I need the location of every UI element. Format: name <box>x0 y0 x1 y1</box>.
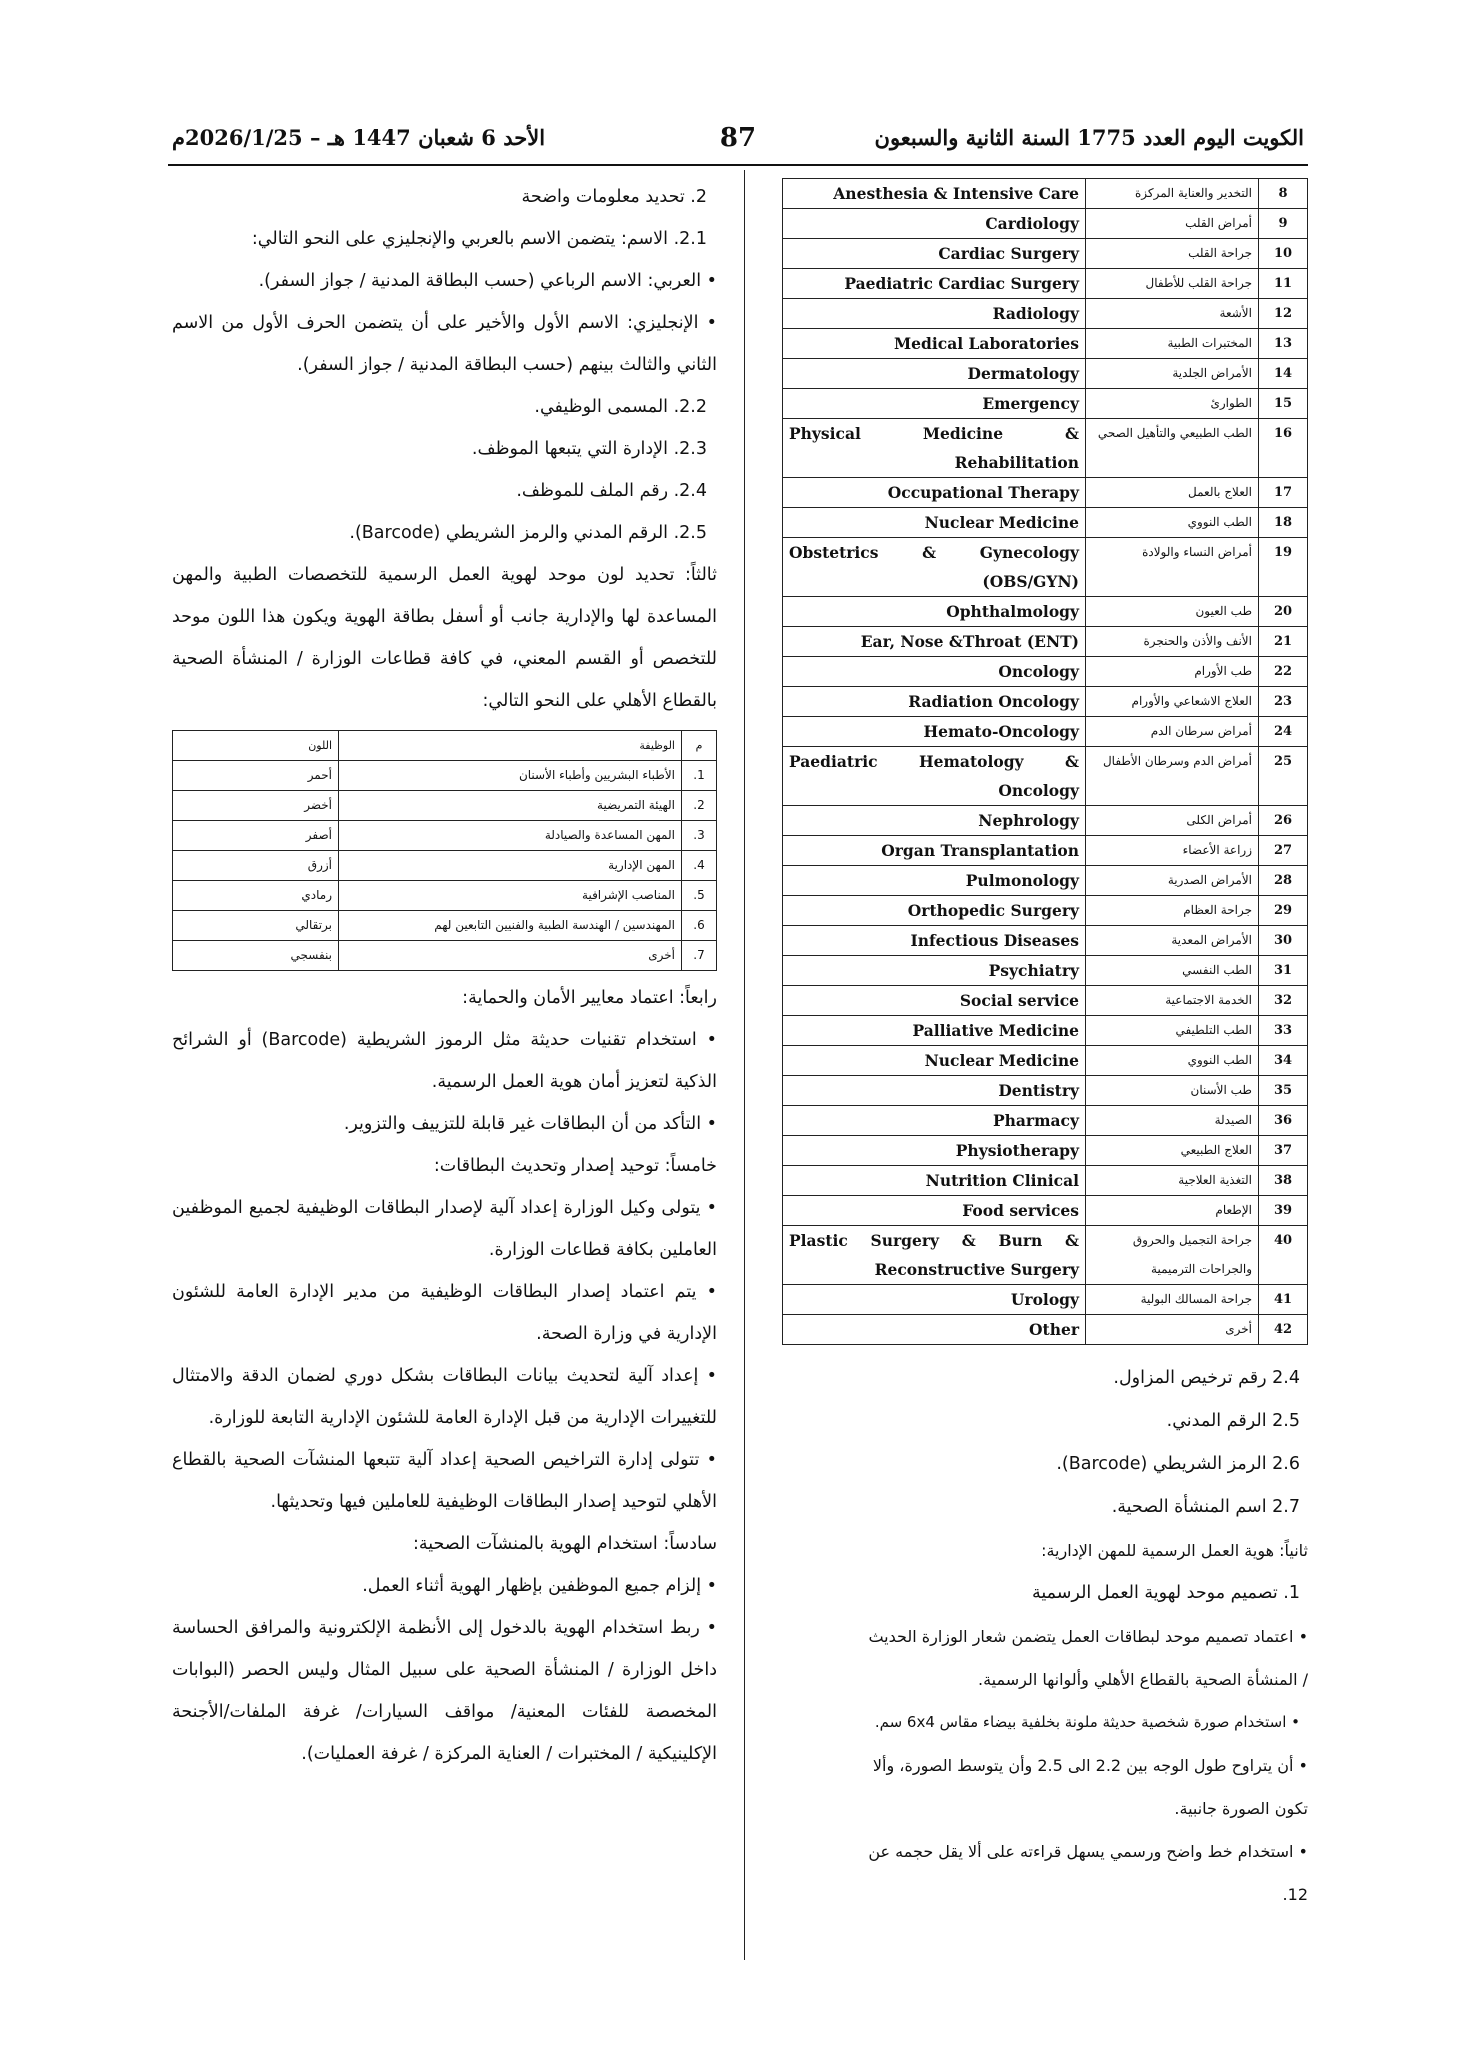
bullet-logo-line1: • اعتماد تصميم موحد لبطاقات العمل يتضمن شعار الوزارة الحديث <box>868 1627 1308 1646</box>
gazette-issue: الكويت اليوم العدد 1775 السنة الثانية والسبعون <box>874 125 1304 150</box>
specialty-row <box>783 1285 1308 1315</box>
specialty-english: Ophthalmology <box>783 597 1086 627</box>
specialty-number: 15 <box>1259 389 1308 419</box>
color-row-number: 1. <box>682 761 717 791</box>
specialty-english: Urology <box>783 1285 1086 1315</box>
specialty-number: 42 <box>1259 1315 1308 1345</box>
color-row <box>173 821 717 851</box>
color-row-job: المهن الإدارية <box>339 851 682 881</box>
color-row-number: 3. <box>682 821 717 851</box>
specialty-arabic: أمراض النساء والولادة <box>1086 538 1259 597</box>
specialty-row <box>783 389 1308 419</box>
specialty-number: 37 <box>1259 1136 1308 1166</box>
specialty-english: Nephrology <box>783 806 1086 836</box>
specialty-arabic: العلاج بالعمل <box>1086 478 1259 508</box>
color-row-color: أحمر <box>173 761 339 791</box>
color-row <box>173 911 717 941</box>
specialty-number: 11 <box>1259 269 1308 299</box>
specialty-row <box>783 269 1308 299</box>
specialty-number: 32 <box>1259 986 1308 1016</box>
section-third-text: ثالثاً: تحديد لون موحد لهوية العمل الرسمية للتخصصات الطبية والمهن المساعدة لها والإدارية جانب أو أسفل بطاقة الهوية ويكون هذا اللون موحد للتخصص أو القسم المعني، في كافة قطاعات الوزارة / المنشأة الصحية بالقطاع الأهلي على النحو التالي: <box>172 565 717 711</box>
specialty-english: Emergency <box>783 389 1086 419</box>
specialty-number: 29 <box>1259 896 1308 926</box>
specialty-english: Physical Medicine & Rehabilitation <box>783 419 1086 478</box>
specialty-row <box>783 717 1308 747</box>
color-row-job: الهيئة التمريضية <box>339 791 682 821</box>
specialty-arabic: الأنف والأذن والحنجرة <box>1086 627 1259 657</box>
specialty-number: 27 <box>1259 836 1308 866</box>
specialty-arabic: الصيدلة <box>1086 1106 1259 1136</box>
color-table-header <box>173 731 717 761</box>
specialty-arabic: جراحة العظام <box>1086 896 1259 926</box>
specialty-number: 13 <box>1259 329 1308 359</box>
bullet-show-id: • إلزام جميع الموظفين بإظهار الهوية أثناء العمل. <box>362 1576 717 1596</box>
specialty-arabic: أمراض الكلى <box>1086 806 1259 836</box>
specialty-english: Nuclear Medicine <box>783 1046 1086 1076</box>
specialty-row <box>783 896 1308 926</box>
bullet-barcode: • استخدام تقنيات حديثة مثل الرموز الشريطية (Barcode) أو الشرائح الذكية لتعزيز أمان هوية العمل الرسمية. <box>172 1030 717 1092</box>
color-row-color: أزرق <box>173 851 339 881</box>
specialty-number: 24 <box>1259 717 1308 747</box>
section-sixth-heading: سادساً: استخدام الهوية بالمنشآت الصحية: <box>412 1534 717 1554</box>
specialty-arabic: التغذية العلاجية <box>1086 1166 1259 1196</box>
specialty-arabic: الطب التلطيفي <box>1086 1016 1259 1046</box>
specialty-english: Oncology <box>783 657 1086 687</box>
specialty-english: Orthopedic Surgery <box>783 896 1086 926</box>
specialty-number: 9 <box>1259 209 1308 239</box>
specialty-row <box>783 1016 1308 1046</box>
color-row-color: بنفسجي <box>173 941 339 971</box>
specialty-english: Obstetrics & Gynecology (OBS/GYN) <box>783 538 1086 597</box>
specialty-english: Radiation Oncology <box>783 687 1086 717</box>
specialty-number: 25 <box>1259 747 1308 806</box>
specialty-row <box>783 179 1308 209</box>
specialty-number: 20 <box>1259 597 1308 627</box>
specialty-arabic: العلاج الطبيعي <box>1086 1136 1259 1166</box>
color-row-color: برتقالي <box>173 911 339 941</box>
item-2-6: 2.6 الرمز الشريطي (Barcode). <box>1056 1454 1300 1474</box>
specialties-table <box>782 178 1308 1345</box>
specialty-english: Food services <box>783 1196 1086 1226</box>
specialty-number: 16 <box>1259 419 1308 478</box>
specialty-english: Cardiac Surgery <box>783 239 1086 269</box>
specialty-arabic: الأمراض الجلدية <box>1086 359 1259 389</box>
specialty-arabic: الطب النووي <box>1086 1046 1259 1076</box>
specialty-row <box>783 687 1308 717</box>
specialty-arabic: زراعة الأعضاء <box>1086 836 1259 866</box>
page-header <box>172 123 1304 157</box>
bullet-arabic-name: • العربي: الاسم الرباعي (حسب البطاقة المدنية / جواز السفر). <box>258 271 717 291</box>
right-column <box>782 178 1308 1916</box>
specialty-english: Palliative Medicine <box>783 1016 1086 1046</box>
color-code-table <box>172 730 717 971</box>
specialty-english: Physiotherapy <box>783 1136 1086 1166</box>
issue-date: الأحد 6 شعبان 1447 هـ – 2026/1/25م <box>172 125 546 150</box>
specialty-row <box>783 747 1308 806</box>
color-row <box>173 851 717 881</box>
item-2-7: 2.7 اسم المنشأة الصحية. <box>1111 1497 1300 1517</box>
specialty-row <box>783 986 1308 1016</box>
specialty-english: Pulmonology <box>783 866 1086 896</box>
color-row-number: 6. <box>682 911 717 941</box>
specialty-row <box>783 657 1308 687</box>
specialty-english: Occupational Therapy <box>783 478 1086 508</box>
specialty-arabic: الأمراض الصدرية <box>1086 866 1259 896</box>
specialty-number: 21 <box>1259 627 1308 657</box>
specialty-number: 26 <box>1259 806 1308 836</box>
color-row-job: أخرى <box>339 941 682 971</box>
color-row-number: 4. <box>682 851 717 881</box>
specialty-english: Ear, Nose &Throat (ENT) <box>783 627 1086 657</box>
specialty-english: Medical Laboratories <box>783 329 1086 359</box>
specialty-row <box>783 1166 1308 1196</box>
specialty-number: 39 <box>1259 1196 1308 1226</box>
specialty-row <box>783 538 1308 597</box>
specialty-arabic: أمراض الدم وسرطان الأطفال <box>1086 747 1259 806</box>
bullet-access-control: • ربط استخدام الهوية بالدخول إلى الأنظمة الإلكترونية والمرافق الحساسة داخل الوزارة / المنشأة الصحية على سبيل المثال وليس الحصر (البوابات المخصصة للفئات المعنية/ مواقف السيارات/ غرفة الملفات/الأجنحة الإكلينيكية / المختبرات / العناية المركزة / غرفة العمليات). <box>172 1618 717 1764</box>
specialty-english: Paediatric Cardiac Surgery <box>783 269 1086 299</box>
specialty-number: 19 <box>1259 538 1308 597</box>
specialty-english: Anesthesia & Intensive Care <box>783 179 1086 209</box>
specialty-english: Nuclear Medicine <box>783 508 1086 538</box>
color-row-job: المهن المساعدة والصيادلة <box>339 821 682 851</box>
specialty-arabic: الطوارئ <box>1086 389 1259 419</box>
specialty-number: 40 <box>1259 1226 1308 1285</box>
specialty-arabic: المختبرات الطبية <box>1086 329 1259 359</box>
specialty-number: 23 <box>1259 687 1308 717</box>
specialty-row <box>783 956 1308 986</box>
specialty-number: 36 <box>1259 1106 1308 1136</box>
bullet-face-line2: تكون الصورة جانبية. <box>1174 1799 1308 1818</box>
specialty-english: Paediatric Hematology & Oncology <box>783 747 1086 806</box>
specialty-english: Social service <box>783 986 1086 1016</box>
header-num: م <box>682 731 717 761</box>
specialty-arabic: الإطعام <box>1086 1196 1259 1226</box>
color-row-number: 2. <box>682 791 717 821</box>
specialty-row <box>783 419 1308 478</box>
color-row <box>173 881 717 911</box>
specialty-number: 33 <box>1259 1016 1308 1046</box>
specialty-english: Cardiology <box>783 209 1086 239</box>
specialty-number: 34 <box>1259 1046 1308 1076</box>
specialty-number: 28 <box>1259 866 1308 896</box>
color-row-color: أخضر <box>173 791 339 821</box>
left-column <box>172 176 717 1775</box>
specialty-english: Organ Transplantation <box>783 836 1086 866</box>
section-2-heading: 2. تحديد معلومات واضحة <box>521 187 707 207</box>
specialty-number: 22 <box>1259 657 1308 687</box>
specialty-arabic: الطب النووي <box>1086 508 1259 538</box>
color-code-table-body <box>173 731 717 971</box>
specialty-english: Other <box>783 1315 1086 1345</box>
specialty-arabic: أمراض سرطان الدم <box>1086 717 1259 747</box>
item-2-1-name: 2.1. الاسم: يتضمن الاسم بالعربي والإنجليزي على النحو التالي: <box>251 229 707 249</box>
color-row-color: أصفر <box>173 821 339 851</box>
specialty-english: Pharmacy <box>783 1106 1086 1136</box>
specialty-arabic: جراحة القلب للأطفال <box>1086 269 1259 299</box>
color-row-job: الأطباء البشريين وأطباء الأسنان <box>339 761 682 791</box>
specialty-row <box>783 1136 1308 1166</box>
color-row-number: 7. <box>682 941 717 971</box>
specialty-arabic: التخدير والعناية المركزة <box>1086 179 1259 209</box>
unified-design-heading: 1. تصميم موحد لهوية العمل الرسمية <box>1031 1583 1300 1603</box>
specialty-row <box>783 836 1308 866</box>
specialty-english: Dentistry <box>783 1076 1086 1106</box>
specialty-english: Infectious Diseases <box>783 926 1086 956</box>
specialty-row <box>783 926 1308 956</box>
specialty-row <box>783 806 1308 836</box>
page-number: 87 <box>719 123 757 153</box>
bullet-logo-line2: / المنشأة الصحية بالقطاع الأهلي وألوانها الرسمية. <box>977 1670 1308 1689</box>
color-row <box>173 791 717 821</box>
right-column-text <box>782 1357 1308 1916</box>
specialty-number: 41 <box>1259 1285 1308 1315</box>
color-row-number: 5. <box>682 881 717 911</box>
bullet-photo: • استخدام صورة شخصية حديثة ملونة بخلفية بيضاء مقاس 6x4 سم. <box>874 1713 1300 1731</box>
specialty-number: 31 <box>1259 956 1308 986</box>
specialty-arabic: طب الأورام <box>1086 657 1259 687</box>
specialty-arabic: أمراض القلب <box>1086 209 1259 239</box>
specialty-arabic: جراحة المسالك البولية <box>1086 1285 1259 1315</box>
specialty-row <box>783 1076 1308 1106</box>
specialty-english: Radiology <box>783 299 1086 329</box>
specialty-number: 18 <box>1259 508 1308 538</box>
specialty-english: Plastic Surgery & Burn & Reconstructive Surgery <box>783 1226 1086 1285</box>
specialty-arabic: طب العيون <box>1086 597 1259 627</box>
specialty-number: 8 <box>1259 179 1308 209</box>
specialty-row <box>783 1315 1308 1345</box>
specialty-row <box>783 866 1308 896</box>
specialty-row <box>783 1046 1308 1076</box>
specialty-number: 38 <box>1259 1166 1308 1196</box>
specialty-arabic: جراحة التجميل والحروق والجراحات الترميمية <box>1086 1226 1259 1285</box>
specialty-arabic: أخرى <box>1086 1315 1259 1345</box>
specialty-number: 17 <box>1259 478 1308 508</box>
color-row <box>173 941 717 971</box>
item-2-4: 2.4 رقم ترخيص المزاول. <box>1113 1368 1300 1388</box>
specialty-number: 30 <box>1259 926 1308 956</box>
specialty-row <box>783 1196 1308 1226</box>
section-fourth-heading: رابعاً: اعتماد معايير الأمان والحماية: <box>462 988 717 1008</box>
bullet-face-line1: • أن يتراوح طول الوجه بين 2.2 الى 2.5 وأن يتوسط الصورة، وألا <box>872 1756 1308 1775</box>
bullet-approval: • يتم اعتماد إصدار البطاقات الوظيفية من مدير الإدارة العامة للشئون الإدارية في وزارة الصحة. <box>172 1282 717 1344</box>
specialty-number: 14 <box>1259 359 1308 389</box>
specialty-row <box>783 1106 1308 1136</box>
bullet-anti-forgery: • التأكد من أن البطاقات غير قابلة للتزييف والتزوير. <box>343 1114 717 1134</box>
specialty-number: 35 <box>1259 1076 1308 1106</box>
specialty-arabic: الخدمة الاجتماعية <box>1086 986 1259 1016</box>
specialty-row <box>783 239 1308 269</box>
specialty-row <box>783 597 1308 627</box>
specialty-arabic: جراحة القلب <box>1086 239 1259 269</box>
item-2-2-title: 2.2. المسمى الوظيفي. <box>534 397 707 417</box>
specialty-arabic: الأشعة <box>1086 299 1259 329</box>
color-row-color: رمادي <box>173 881 339 911</box>
specialty-arabic: الأمراض المعدية <box>1086 926 1259 956</box>
specialty-row <box>783 508 1308 538</box>
color-row-job: المهندسين / الهندسة الطبية والفنيين التابعين لهم <box>339 911 682 941</box>
section-fifth-heading: خامساً: توحيد إصدار وتحديث البطاقات: <box>433 1156 717 1176</box>
specialty-row <box>783 478 1308 508</box>
specialty-arabic: طب الأسنان <box>1086 1076 1259 1106</box>
item-2-4-file: 2.4. رقم الملف للموظف. <box>516 481 707 501</box>
specialty-english: Psychiatry <box>783 956 1086 986</box>
color-row-job: المناصب الإشرافية <box>339 881 682 911</box>
specialty-row <box>783 329 1308 359</box>
specialty-row <box>783 299 1308 329</box>
header-color: اللون <box>173 731 339 761</box>
column-divider <box>744 170 745 1960</box>
bullet-font-line2: 12. <box>1282 1885 1308 1904</box>
specialty-english: Hemato-Oncology <box>783 717 1086 747</box>
bullet-font-line1: • استخدام خط واضح ورسمي يسهل قراءته على ألا يقل حجمه عن <box>868 1842 1308 1861</box>
section-second-heading: ثانياً: هوية العمل الرسمية للمهن الإدارية: <box>1041 1541 1308 1560</box>
bullet-english-name: • الإنجليزي: الاسم الأول والأخير على أن يتضمن الحرف الأول من الاسم الثاني والثالث بينهم (حسب البطاقة المدنية / جواز السفر). <box>172 313 717 375</box>
bullet-update: • إعداد آلية لتحديث بيانات البطاقات بشكل دوري لضمان الدقة والامتثال للتغييرات الإدارية من قبل الإدارة العامة للشئون الإدارية التابعة للوزارة. <box>172 1366 717 1428</box>
specialties-table-body <box>783 179 1308 1345</box>
specialty-row <box>783 359 1308 389</box>
bullet-undersecretary: • يتولى وكيل الوزارة إعداد آلية لإصدار البطاقات الوظيفية لجميع الموظفين العاملين بكافة قطاعات الوزارة. <box>172 1198 717 1260</box>
specialty-number: 10 <box>1259 239 1308 269</box>
item-2-3-department: 2.3. الإدارة التي يتبعها الموظف. <box>471 439 707 459</box>
color-row <box>173 761 717 791</box>
header-job: الوظيفة <box>339 731 682 761</box>
specialty-english: Nutrition Clinical <box>783 1166 1086 1196</box>
specialty-number: 12 <box>1259 299 1308 329</box>
specialty-english: Dermatology <box>783 359 1086 389</box>
specialty-arabic: الطب النفسي <box>1086 956 1259 986</box>
specialty-arabic: الطب الطبيعي والتأهيل الصحي <box>1086 419 1259 478</box>
item-2-5: 2.5 الرقم المدني. <box>1166 1411 1300 1431</box>
bullet-licenses: • تتولى إدارة التراخيص الصحية إعداد آلية تتبعها المنشآت الصحية بالقطاع الأهلي لتوحيد إصدار البطاقات الوظيفية للعاملين فيها وتحديثها. <box>172 1450 717 1512</box>
item-2-5-civil-id: 2.5. الرقم المدني والرمز الشريطي (Barcode). <box>349 523 707 543</box>
specialty-arabic: العلاج الاشعاعي والأورام <box>1086 687 1259 717</box>
specialty-row <box>783 1226 1308 1285</box>
specialty-row <box>783 627 1308 657</box>
specialty-row <box>783 209 1308 239</box>
header-divider <box>168 164 1308 166</box>
